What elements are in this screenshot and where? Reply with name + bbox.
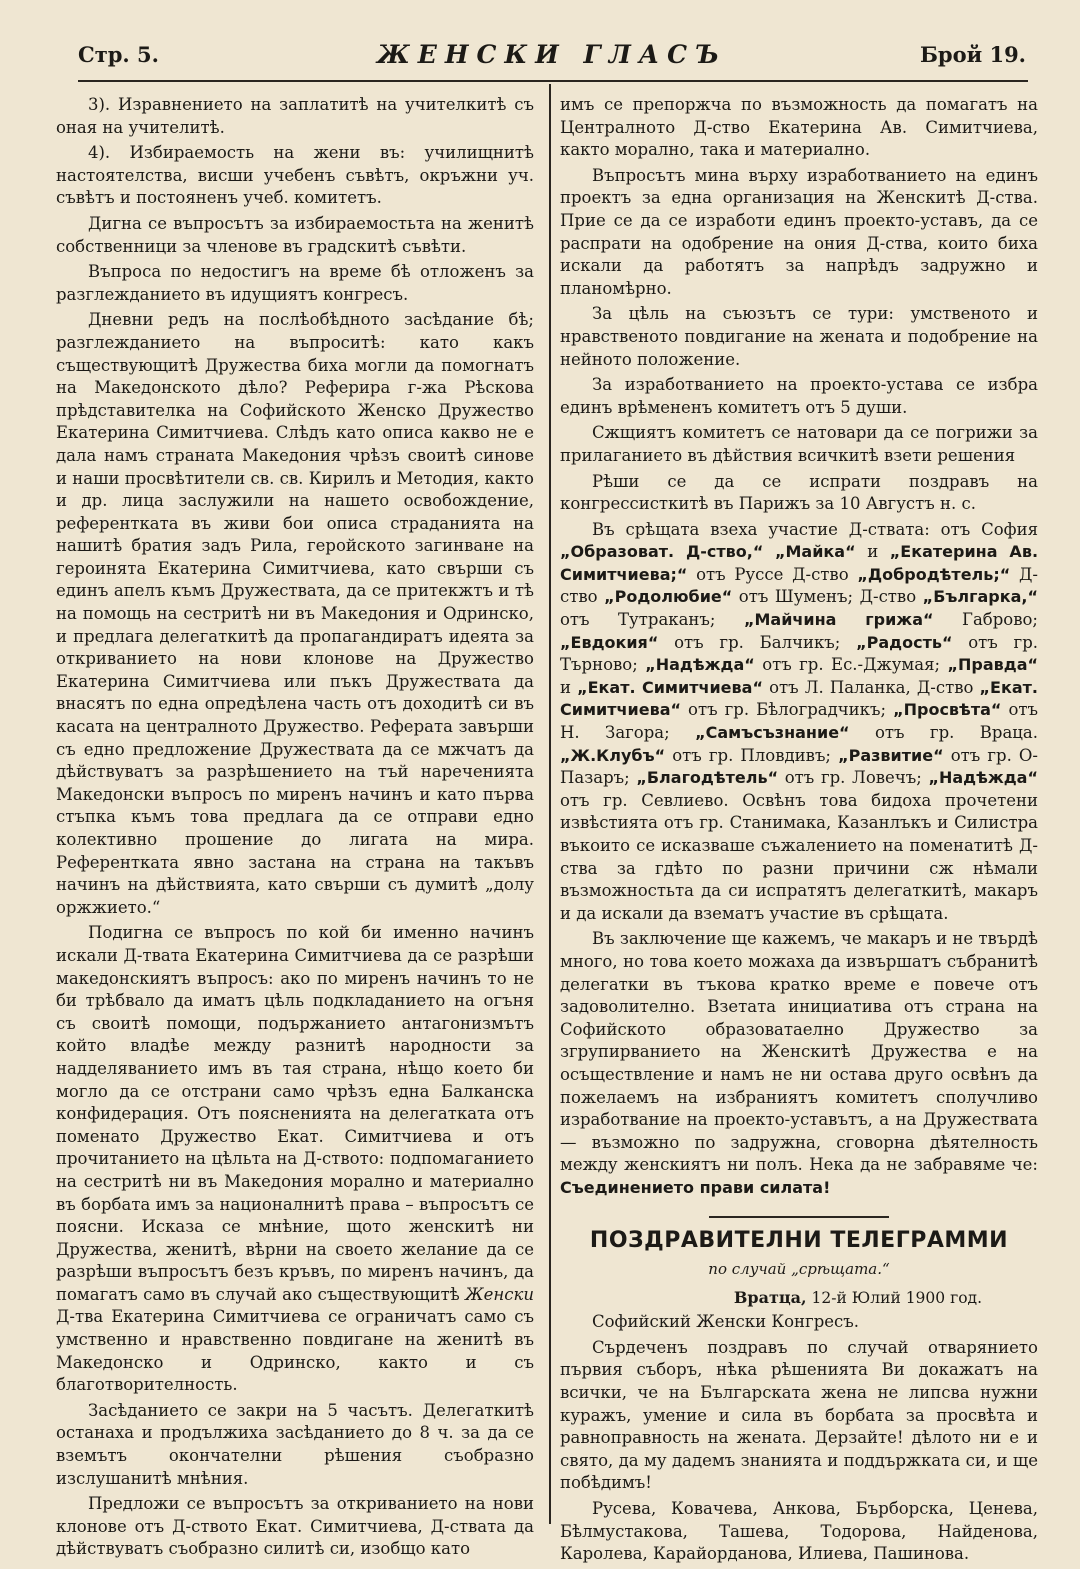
text-run: отъ гр. Севлиево. Освѣнъ това бидоха прочетени извѣстията отъ гр. Станимака, Казанлъкъ и Силистра въкоито се исказваше съжалението на поменатитѣ Д-ства за гдѣто по разни причини сж нѣмали възможностьта да си испратятъ делегаткитѣ, макаръ и да искали да взематъ участие въ срѣщата. (560, 790, 1038, 923)
paragraph: Въпроса по недостигъ на време бѣ отложенъ за разглежданието въ идущиятъ конгресъ. (56, 262, 534, 304)
society-name: „Евдокия“ (560, 632, 659, 652)
society-name: „Екатерина Ав. Симитчиева;“ (560, 542, 1039, 584)
paragraph-text: Д-тва Екатерина Симитчиева се ограничатъ само съ умственно и нравственно повдигане на женитѣ въ Македонско и Одринско, както и съ благотворителность. (56, 1307, 534, 1395)
section-divider (709, 1216, 889, 1218)
left-column (56, 94, 534, 1564)
text-run: отъ Руссе Д-ство (696, 564, 849, 584)
societies-paragraph (560, 519, 1038, 926)
text-run: отъ гр. Враца. (874, 723, 1038, 743)
newspaper-title: ЖЕНСКИ ГЛАСЪ (377, 40, 727, 69)
telegram-signatures: Русева, Ковачева, Анкова, Бърборска, Ценева, Бѣлмустакова, Ташева, Тодорова, Найденова, Каролева, Карайорданова, Илиева, Пашинова. (560, 1499, 1038, 1564)
text-run: отъ гр. Търново; (560, 632, 1039, 675)
society-name: „Правда“ (947, 655, 1039, 675)
text-run: отъ гр. Бѣлоградчикъ; (688, 700, 887, 720)
telegram-date: 12-й Юлий 1900 год. (811, 1288, 982, 1307)
society-name: „Добродѣтель;“ (857, 564, 1011, 584)
paragraph: За изработванието на проекто-устава се избра единъ врѣмененъ комитетъ отъ 5 души. (560, 375, 1038, 417)
text-run: отъ Шуменъ; Д-ство (738, 587, 917, 607)
text-run: Въ срѣщата взеха участие Д-ствата: отъ София (592, 519, 1038, 539)
telegram-body: Сърдеченъ поздравъ по случай отварянието първия съборъ, нѣка рѣшенията Ви докажатъ на всички, че на Българската жена не липсва нужни куражъ, умение и сила въ борбата за просвѣта и равноправность на жената. Дерзайте! дѣлото ни е и свято, да му дадемъ знанията и поддържката си, и ще побѣдимъ! (560, 1337, 1038, 1493)
paragraph: Въпросътъ мина върху изработванието на единъ проектъ за една организация на Женскитѣ Д-ства. Прие се да се изработи единъ проекто-уставъ, да се распрати на одобрение на ония Д-ства, които биха искали да работятъ за напрѣдъ задружно и планомѣрно. (560, 165, 1038, 298)
page-number: Стр. 5. (78, 42, 159, 67)
text-run: отъ гр. Балчикъ; (674, 632, 841, 652)
issue-number: Брой 19. (919, 42, 1026, 67)
text-run: отъ гр. Ес.-Джумая; (762, 655, 941, 675)
column-divider (549, 84, 551, 1524)
society-name: „Българка,“ (922, 587, 1038, 607)
society-name: „Радость“ (856, 632, 953, 652)
header-rule (78, 80, 1028, 82)
telegram-addressee: Софийский Женски Конгресъ. (592, 1312, 860, 1332)
paragraph: Дневни редъ на послѣобѣдното засѣдание бѣ; разглежданието на въпроситѣ: като какъ съществующитѣ Дружества биха могли да помогнатъ на Македонското дѣло? Реферира г-жа Рѣскова прѣдставителка на Софийското Женско Дружество Екатерина Симитчиева. Слѣдъ като описа какво не е дала намъ страната Македония чрѣзъ своитѣ синове и наши просвѣтители св. св. Кирилъ и Методия, както и др. лица заслужили на нашето освобождение, референтката въ живи бои описа страданията на нашитѣ братия задъ Рила, геройското загинване на героинята Екатерина Симитчиева, като свърши съ единъ апелъ къмъ Дружествата, да се притекжтъ и тѣ на помощь на сестритѣ ни въ Македония и Одринско, и предлага делегаткитѣ да пропагандиратъ идеята за откриванието на нови клонове на Дружество Екатерина Симитчиева или пъкъ Дружествата да внасятъ по една опредѣлена часть отъ доходитѣ си въ касата на централното Дружество. Реферата завърши съ едно предложение Дружествата да се мжчатъ да дѣйствуватъ за разрѣшението на тъй нареченията Македонски въпросъ по миренъ начинъ и като първа стъпка къмъ това предлага да се отправи едно колективно прошение до лигата на мира. Референткатa явно застана на страна на такъвъ начинъ на дѣйствията, като свърши съ думитѣ „долу оржжието.“ (56, 310, 534, 917)
society-name: „Родолюбие“ (604, 587, 733, 607)
text-run: и (867, 542, 879, 562)
society-name: „Самъсъзнание“ (695, 723, 850, 743)
text-run: отъ Л. Паланка, Д-ство (769, 677, 974, 697)
paragraph (56, 922, 534, 1396)
right-column (560, 94, 1038, 1569)
text-run: отъ гр. Пловдивъ; (672, 745, 831, 765)
text-run: отъ Н. Загора; (560, 700, 1039, 743)
text-run: Габрово; (962, 610, 1038, 630)
society-name: „Ж.Клубъ“ (560, 745, 666, 765)
society-name: „Майчина грижа“ (743, 610, 934, 630)
text-run: и (560, 677, 571, 697)
paragraph: имъ се препоржча по възможность да помагатъ на Централното Д-ство Екатерина Ав. Симитчиева, както морално, така и материално. (560, 95, 1038, 160)
text-run: отъ гр. О-Пазаръ; (560, 745, 1039, 788)
paragraph-text: Подигна се въпросъ по кой би именно начинъ искали Д-твата Екатерина Симитчиева да се разрѣши македонскиятъ въпросъ: ако по миренъ начинъ то не би трѣбвало да иматъ цѣль подкладанието на огъня съ своитѣ помощи, подържанието антагонизмътъ който владѣе между разнитѣ народности за надделяванието имъ въ тая страна, нѣщо което би могло да се отстрани само чрѣзъ една Балканска конфидерация. Отъ поясненията на делегатката отъ поменато Дружество Екат. Симитчиева и отъ прочитанието на цѣльта на Д-ството: подпомаганието на сестритѣ ни въ Македония морално и материално въ борбата имъ за националнитѣ права – въпросътъ се поясни. Исказа се мнѣние, щото женскитѣ ни Дружества, женитѣ, вѣрни на своето желание да се разрѣши въпросътъ безъ кръвъ, по миренъ начинъ, да помагатъ само въ случай ако съществующитѣ (56, 923, 534, 1304)
text-run: отъ гр. Ловечъ; (784, 768, 922, 788)
society-name: „Надѣжда“ (928, 768, 1038, 788)
society-name: „Просвѣта“ (893, 700, 1002, 720)
paragraph: Рѣши се да се испрати поздравъ на конгрессисткитѣ въ Парижъ за 10 Августъ н. с. (560, 471, 1038, 514)
paragraph: Дигна се въпросътъ за избираемостьта на женитѣ собственници за членове въ градскитѣ съвѣти. (56, 213, 534, 256)
society-name: „Майка“ (774, 542, 856, 562)
society-name: „Екат. Симитчиева“ (560, 677, 1038, 720)
telegram-place: Вратца, (733, 1287, 807, 1307)
paragraph-text: Въ заключение ще кажемъ, че макаръ и не твърдѣ много, но това което можаха да извършатъ събранитѣ делегатки въ тъкова кратко време е повече отъ задоволително. Взетата инициатива отъ страна на Софийското образоватаелно Дружество за згрупирванието на Женскитѣ Дружества е на осъществление и намъ не ни остава друго освѣнъ да пожелаемъ на избраниятъ комитетъ сполучливо изработвание на проекто-уставътъ, а на Дружествата — възможно по задружна, сговорна дѣятелность между женскиятъ ни полъ. Нека да не забравяме че: (560, 929, 1038, 1175)
paragraph: Сжщиятъ комитетъ се натовари да се погрижи за прилаганието въ дѣйствия всичкитѣ взети решения (560, 423, 1038, 465)
telegrams-title: ПОЗДРАВИТЕЛНИ ТЕЛЕГРАММИ (589, 1227, 1009, 1253)
society-name: „Благодѣтель“ (636, 768, 779, 788)
society-name: „Надѣжда“ (645, 655, 755, 675)
paragraph: Засѣданието се закри на 5 часътъ. Делегаткитѣ останаха и продължиха засѣданието до 8 ч. за да се вземътъ окончателни рѣшения съобразно изслушанитѣ мнѣния. (56, 1400, 534, 1488)
paragraph: За цѣль на съюзътъ се тури: умственото и нравственото повдигание на жената и подобрение на нейното положение. (560, 304, 1038, 369)
telegrams-subtitle: по случай „срѣщата.“ (708, 1260, 890, 1279)
telegram-dateline (560, 1287, 1038, 1310)
paragraph: Предложи се въпросътъ за откриванието на нови клонове отъ Д-ството Екат. Симитчиева, Д-ствата да дѣйствуватъ съобразно силитѣ си, изобщо като (56, 1494, 534, 1559)
conclusion-paragraph (560, 928, 1038, 1199)
motto: Съединението прави силата! (560, 1177, 831, 1197)
text-run: отъ Тутраканъ; (560, 610, 716, 630)
page-header (78, 40, 1026, 74)
society-name: „Екат. Симитчиева“ (577, 677, 763, 697)
text-run: Д-ство (560, 564, 1038, 607)
paragraph: 3). Изравнението на заплатитѣ на учителкитѣ съ оная на учителитѣ. (56, 95, 534, 137)
paragraph: 4). Избираемость на жени въ: училищнитѣ настоятелства, висши учебенъ съвѣтъ, окръжни уч. съвѣтъ и постояненъ учеб. комитетъ. (56, 143, 534, 208)
society-name: „Образоват. Д-ство,“ (560, 542, 764, 562)
italic-word: Женски (465, 1284, 534, 1304)
society-name: „Развитие“ (838, 745, 944, 765)
